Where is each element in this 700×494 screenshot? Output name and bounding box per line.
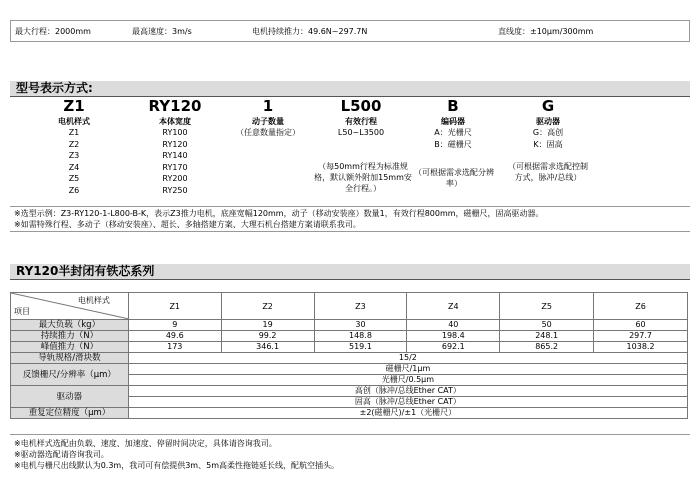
- corner-label-item: 项目: [14, 307, 30, 316]
- spec-table: [10, 292, 688, 419]
- model-remark: ※选型示例：Z3-RY120-1-L800-B-K，表示Z3推力电机，底座宽幅120mm，动子（移动安装座）数量1，有效行程800mm，磁栅尺，固高驱动器。: [14, 209, 544, 218]
- table-row-driver: [11, 386, 688, 397]
- table-row-feedback-scale: [11, 364, 688, 375]
- row-label: 导轨规格/滑块数: [11, 353, 129, 364]
- table-cell: 692.1: [407, 342, 500, 353]
- model-column-motor: [34, 98, 114, 196]
- model-value: RY140: [162, 151, 188, 160]
- table-cell: 49.6: [128, 331, 221, 342]
- table-cell-merged: 固高（脉冲/总线Ether CAT）: [128, 397, 687, 408]
- table-column-header: Z2: [221, 293, 314, 320]
- model-value: RY170: [162, 162, 188, 172]
- table-cell: 519.1: [314, 342, 407, 353]
- model-code: L500: [340, 97, 382, 115]
- table-cell: 173: [128, 342, 221, 353]
- table-column-header: Z5: [500, 293, 594, 320]
- table-header-row: [11, 293, 688, 320]
- model-value: G：高创: [532, 128, 564, 137]
- model-value: RY120: [162, 139, 188, 149]
- model-divider: [10, 231, 690, 232]
- table-cell-merged: 15/2: [128, 353, 687, 364]
- model-column-width: [135, 98, 215, 196]
- table-row-repeatability: [11, 408, 688, 419]
- table-cell: 198.4: [407, 331, 500, 342]
- series-divider: [10, 434, 690, 435]
- model-value: Z6: [68, 185, 80, 195]
- table-column-header: Z4: [407, 293, 500, 320]
- series-remark: ※驱动器选配请咨询我司。: [14, 450, 109, 459]
- stroke-note: （每50mm行程为标准规格，默认额外附加15mm安全行程。）: [314, 162, 412, 193]
- table-cell: 99.2: [221, 331, 314, 342]
- model-code: 1: [262, 97, 274, 115]
- model-value: Z5: [68, 174, 80, 183]
- model-column-title: 电机样式: [58, 117, 90, 126]
- table-cell: 19: [221, 320, 314, 331]
- model-divider: [10, 206, 690, 207]
- table-cell: 30: [314, 320, 407, 331]
- row-label: 重复定位精度（μm）: [11, 408, 129, 419]
- spec-thrust: 电机持续推力：49.6N~297.7N: [252, 27, 368, 36]
- model-value: （任意数量指定）: [236, 128, 300, 137]
- row-label: 反馈栅尺/分辨率（μm）: [11, 364, 129, 386]
- model-column-title: 编码器: [441, 117, 465, 126]
- model-column-driver: [508, 98, 588, 150]
- table-cell: 40: [407, 320, 500, 331]
- table-cell-merged: ±2(磁栅尺)/±1（光栅尺）: [128, 408, 687, 419]
- model-value: Z1: [68, 128, 80, 137]
- table-cell: 60: [594, 320, 688, 331]
- model-column-title: 有效行程: [345, 117, 377, 126]
- model-value: L50~L3500: [337, 128, 385, 137]
- table-row-peak-thrust: [11, 342, 688, 353]
- table-corner-cell: [11, 293, 129, 320]
- table-cell: 346.1: [221, 342, 314, 353]
- model-remark: ※如需特殊行程、多动子（移动安装座）、超长、多轴搭建方案、大理石机台搭建方案请联系我司。: [14, 220, 361, 229]
- model-value: RY100: [162, 128, 188, 137]
- model-value: RY200: [162, 174, 188, 183]
- model-value: RY250: [162, 185, 188, 195]
- series-section-title: RY120半封闭有铁芯系列: [10, 264, 690, 279]
- model-code: RY120: [148, 97, 202, 115]
- row-label: 峰值推力（N）: [11, 342, 129, 353]
- model-value: Z3: [68, 151, 80, 160]
- row-label: 驱动器: [11, 386, 129, 408]
- model-code: B: [447, 97, 459, 115]
- table-cell-merged: 光栅尺/0.5μm: [128, 375, 687, 386]
- spec-max-stroke: 最大行程：2000mm: [15, 27, 91, 36]
- model-value: A：光栅尺: [434, 128, 472, 137]
- table-cell: 1038.2: [594, 342, 688, 353]
- model-column-title: 本体宽度: [159, 117, 191, 126]
- model-column-title: 动子数量: [252, 117, 284, 126]
- encoder-note: （可根据需求选配分辨率）: [414, 168, 494, 188]
- corner-label-motor: 电机样式: [77, 296, 110, 305]
- model-column-stroke: [321, 98, 401, 139]
- table-cell: 248.1: [500, 331, 594, 342]
- model-section-title: 型号表示方式:: [10, 81, 690, 96]
- model-value: Z2: [68, 139, 80, 149]
- model-column-mover-count: [225, 98, 311, 139]
- spec-max-speed: 最高速度：3m/s: [132, 27, 192, 36]
- table-column-header: Z1: [128, 293, 221, 320]
- row-label: 持续推力（N）: [11, 331, 129, 342]
- model-column-encoder: [413, 98, 493, 150]
- table-row-continuous-thrust: [11, 331, 688, 342]
- table-row-max-load: [11, 320, 688, 331]
- table-column-header: Z6: [594, 293, 688, 320]
- model-code: G: [541, 97, 555, 115]
- table-cell-merged: 高创（脉冲/总线Ether CAT）: [128, 386, 687, 397]
- table-cell: 297.7: [594, 331, 688, 342]
- table-cell: 9: [128, 320, 221, 331]
- series-remark: ※电机样式选配由负载、速度、加速度、停留时间决定，具体请咨询我司。: [14, 439, 277, 448]
- spec-straightness: 直线度：±10μm/300mm: [498, 27, 594, 36]
- table-row-guide-rail: [11, 353, 688, 364]
- model-value: B：磁栅尺: [434, 139, 472, 149]
- model-column-title: 驱动器: [536, 117, 560, 126]
- model-value: K：固高: [533, 139, 563, 149]
- table-cell: 148.8: [314, 331, 407, 342]
- model-code: Z1: [63, 97, 85, 115]
- table-cell: 865.2: [500, 342, 594, 353]
- series-section-underline: [10, 279, 690, 280]
- table-cell: 50: [500, 320, 594, 331]
- table-cell-merged: 磁栅尺/1μm: [128, 364, 687, 375]
- driver-note: （可根据需求选配控制方式，脉冲/总线）: [508, 162, 588, 182]
- top-spec-strip: [10, 20, 690, 42]
- row-label: 最大负载（kg）: [11, 320, 129, 331]
- series-remark: ※电机与栅尺出线默认为0.3m，我司可有偿提供3m、5m高柔性拖链延长线，配航空插头。: [14, 461, 339, 470]
- table-column-header: Z3: [314, 293, 407, 320]
- model-value: Z4: [68, 162, 80, 172]
